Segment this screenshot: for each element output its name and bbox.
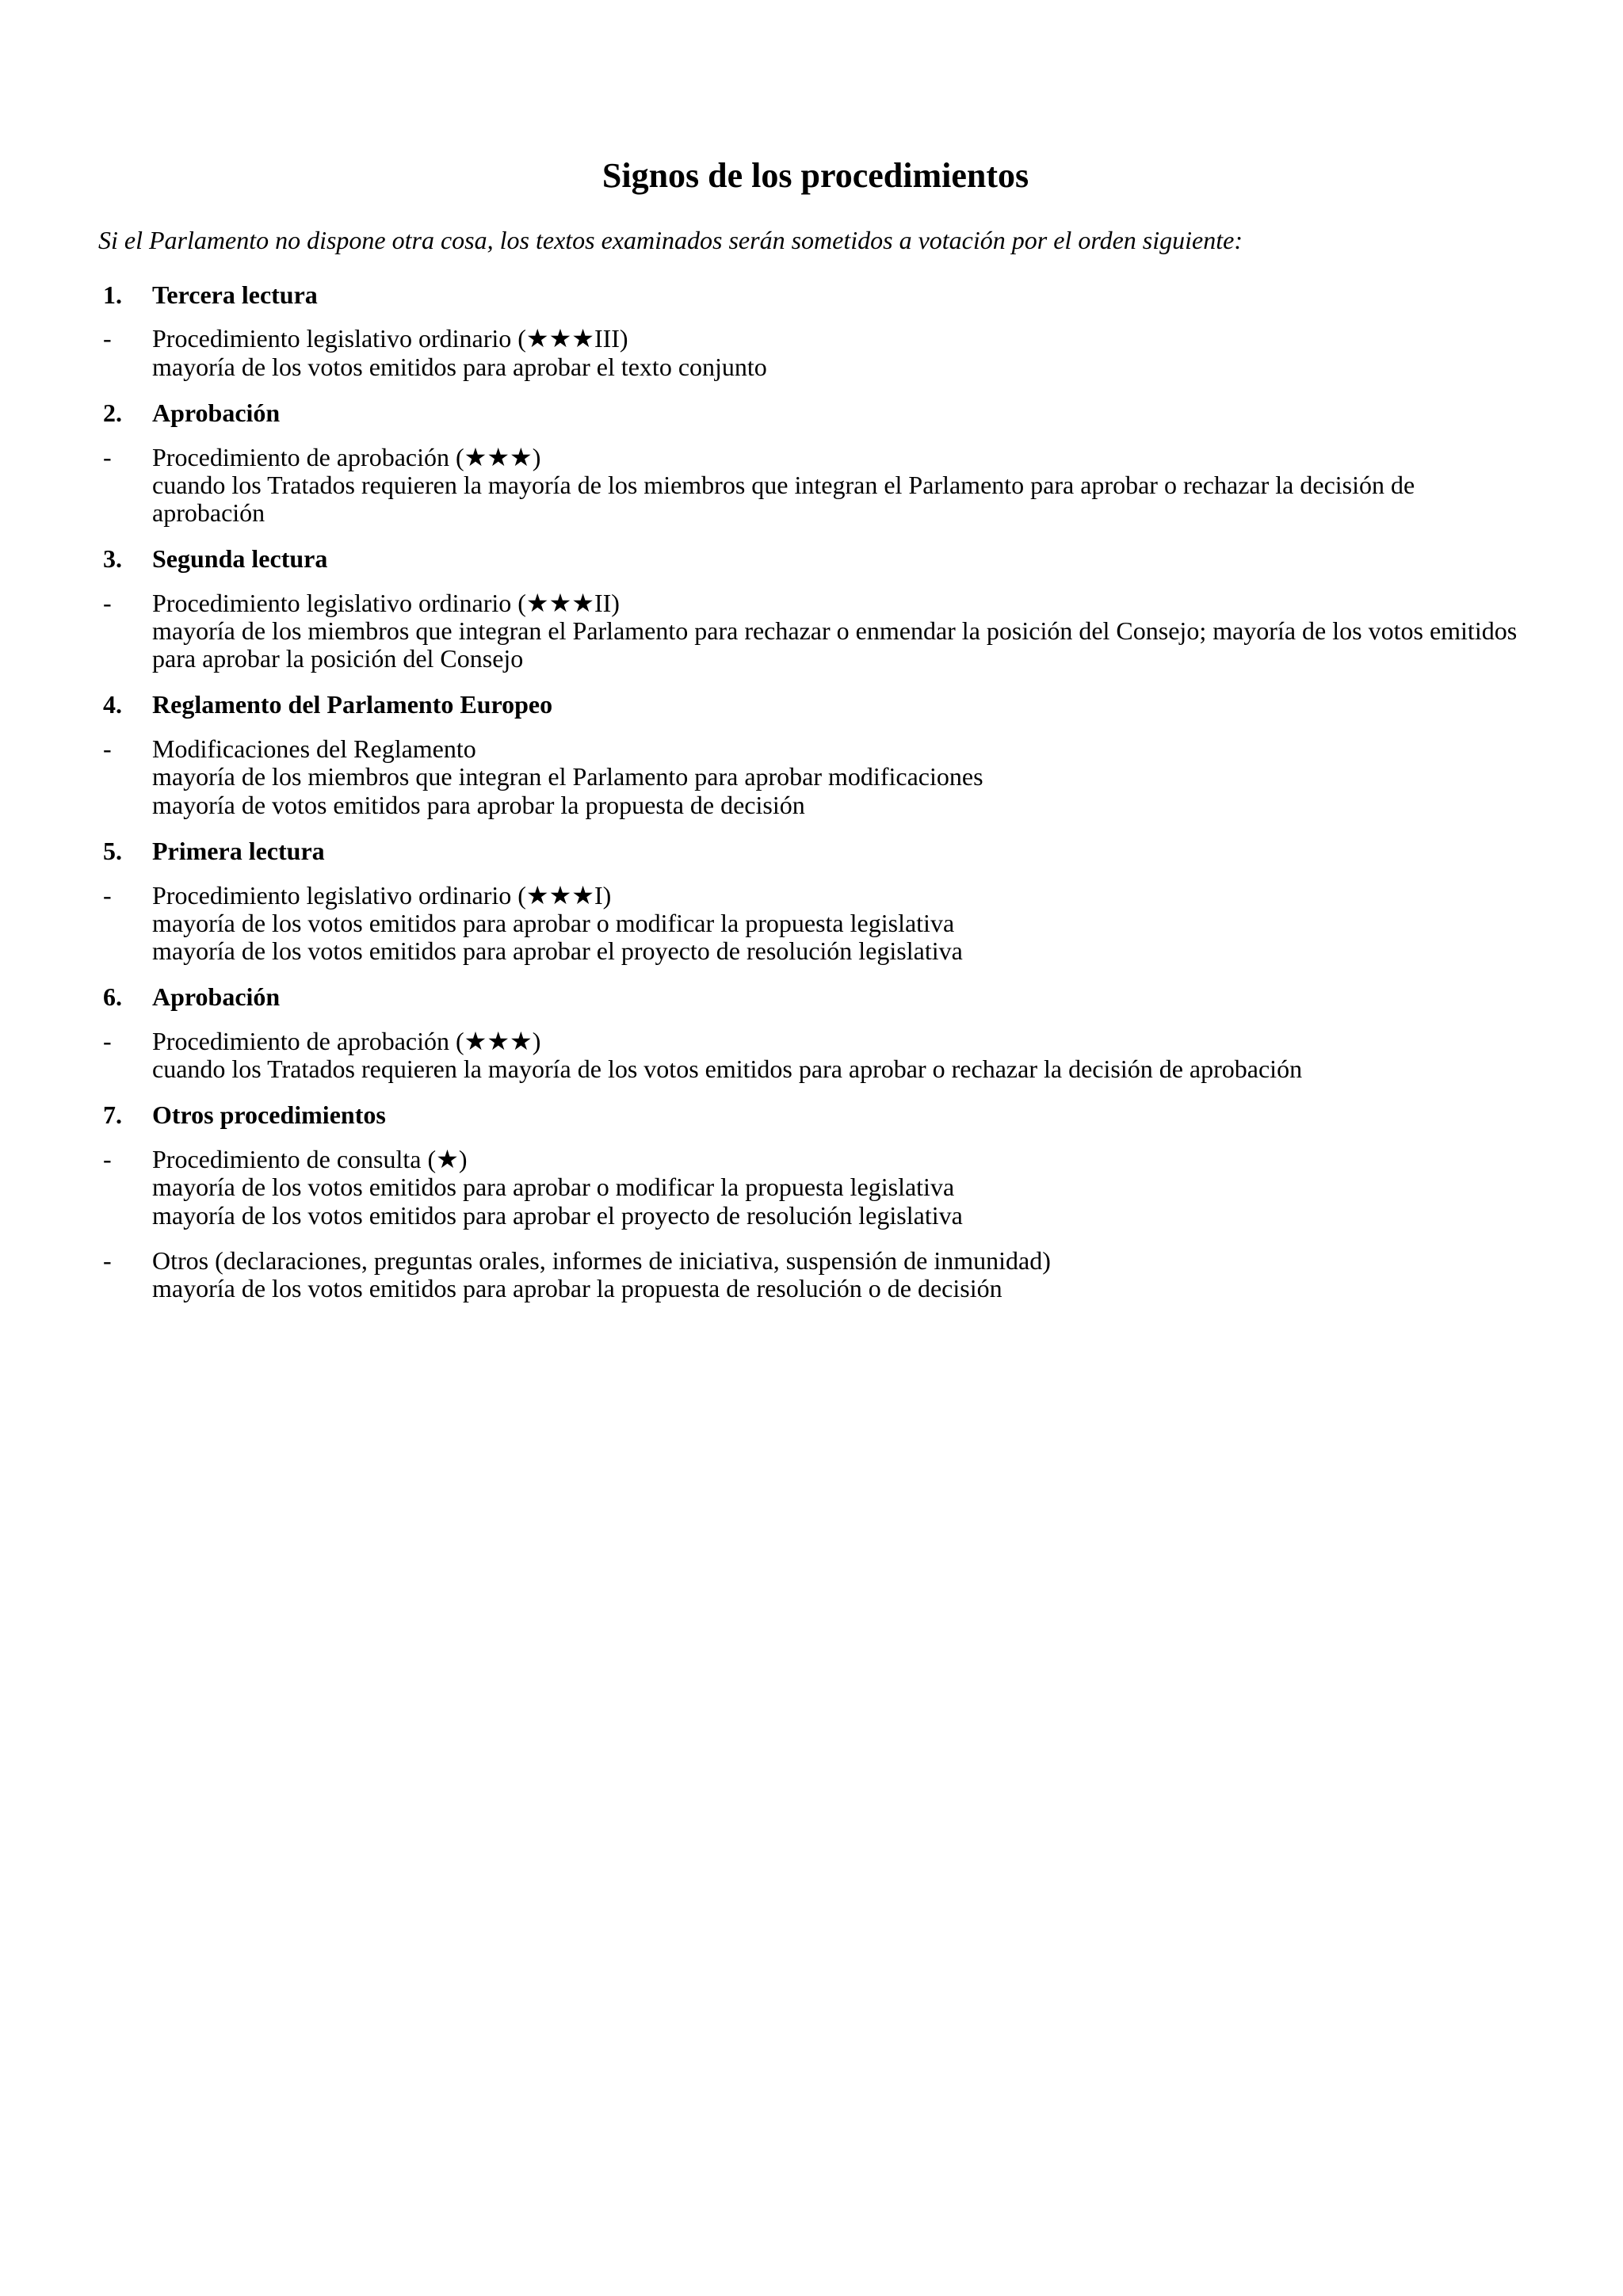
section-title: Otros procedimientos <box>152 1100 386 1130</box>
majority-rule: mayoría de los miembros que integran el Parlamento para rechazar o enmendar la posición del Consejo; mayoría de los votos emitidos para aprobar la posición del Consejo <box>152 616 1518 673</box>
entry-dash: - <box>103 588 112 617</box>
section-title: Reglamento del Parlamento Europeo <box>152 690 553 719</box>
entry-body <box>152 589 1533 673</box>
entry-dash: - <box>103 1027 112 1055</box>
section-title: Primera lectura <box>152 836 325 865</box>
entry-body <box>152 1146 1533 1230</box>
entry-body <box>152 1028 1533 1083</box>
entry-body <box>152 444 1533 528</box>
section-title: Segunda lectura <box>152 544 328 574</box>
majority-rule: cuando los Tratados requieren la mayoría de los votos emitidos para aprobar o rechazar la decisión de aprobación <box>152 1055 1303 1084</box>
section-number: 4. <box>103 690 122 719</box>
procedure-list <box>98 280 1533 1303</box>
section-heading <box>98 837 1533 866</box>
entry-body <box>152 1247 1533 1302</box>
page-title: Signos de los procedimientos <box>601 156 1029 195</box>
section-number: 3. <box>103 544 122 574</box>
intro-text: Si el Parlamento no dispone otra cosa, los textos examinados serán sometidos a votación por el orden siguiente: <box>98 225 1243 254</box>
document-page <box>98 155 1533 1320</box>
section-title: Aprobación <box>152 398 281 427</box>
procedure-name: Procedimiento de consulta (★) <box>152 1145 468 1174</box>
section-heading <box>98 399 1533 428</box>
section-number: 6. <box>103 982 122 1012</box>
entry-body <box>152 882 1533 966</box>
section-number: 1. <box>103 280 122 309</box>
procedure-entry <box>98 1247 1533 1302</box>
majority-rule: mayoría de los votos emitidos para aprobar el proyecto de resolución legislativa <box>152 1200 963 1230</box>
section-number: 5. <box>103 836 122 865</box>
procedure-section <box>98 837 1533 965</box>
procedure-section <box>98 280 1533 381</box>
entry-dash: - <box>103 442 112 471</box>
procedure-section <box>98 1100 1533 1302</box>
section-title: Aprobación <box>152 982 281 1012</box>
section-heading <box>98 544 1533 574</box>
majority-rule: mayoría de los miembros que integran el Parlamento para aprobar modificaciones <box>152 762 983 791</box>
section-number: 2. <box>103 398 122 427</box>
procedure-entry <box>98 589 1533 673</box>
section-number: 7. <box>103 1100 122 1130</box>
procedure-entry <box>98 1028 1533 1083</box>
procedure-name: Procedimiento de aprobación (★★★) <box>152 442 541 471</box>
entry-body <box>152 325 1533 380</box>
entry-dash: - <box>103 324 112 353</box>
procedure-entry <box>98 1146 1533 1230</box>
entry-dash: - <box>103 1245 112 1275</box>
procedure-section <box>98 399 1533 527</box>
entry-dash: - <box>103 880 112 910</box>
section-heading <box>98 280 1533 310</box>
procedure-name: Procedimiento legislativo ordinario (★★★II) <box>152 588 620 617</box>
procedure-section <box>98 544 1533 673</box>
procedure-entry <box>98 735 1533 819</box>
majority-rule: mayoría de los votos emitidos para aprobar la propuesta de resolución o de decisión <box>152 1273 1002 1302</box>
entry-body <box>152 735 1533 819</box>
entry-dash: - <box>103 734 112 764</box>
majority-rule: mayoría de los votos emitidos para aprobar o modificar la propuesta legislativa <box>152 1173 955 1202</box>
majority-rule: mayoría de los votos emitidos para aprobar o modificar la propuesta legislativa <box>152 908 955 937</box>
procedure-entry <box>98 325 1533 380</box>
procedure-section <box>98 982 1533 1083</box>
procedure-name: Otros (declaraciones, preguntas orales, informes de iniciativa, suspensión de inmunidad) <box>152 1245 1051 1275</box>
section-heading <box>98 982 1533 1012</box>
section-title: Tercera lectura <box>152 280 318 309</box>
entry-dash: - <box>103 1145 112 1174</box>
majority-rule: mayoría de los votos emitidos para aprobar el texto conjunto <box>152 352 767 381</box>
majority-rule: mayoría de los votos emitidos para aprobar el proyecto de resolución legislativa <box>152 936 963 966</box>
procedure-name: Procedimiento legislativo ordinario (★★★III) <box>152 324 628 353</box>
procedure-entry <box>98 444 1533 528</box>
majority-rule: mayoría de votos emitidos para aprobar la propuesta de decisión <box>152 790 805 819</box>
procedure-name: Procedimiento de aprobación (★★★) <box>152 1027 541 1055</box>
section-heading <box>98 690 1533 719</box>
procedure-name: Modificaciones del Reglamento <box>152 734 476 764</box>
majority-rule: cuando los Tratados requieren la mayoría de los miembros que integran el Parlamento para aprobar o rechazar la decisión de aprobación <box>152 470 1415 527</box>
procedure-name: Procedimiento legislativo ordinario (★★★I) <box>152 880 612 910</box>
procedure-entry <box>98 882 1533 966</box>
procedure-section <box>98 690 1533 818</box>
section-heading <box>98 1100 1533 1130</box>
